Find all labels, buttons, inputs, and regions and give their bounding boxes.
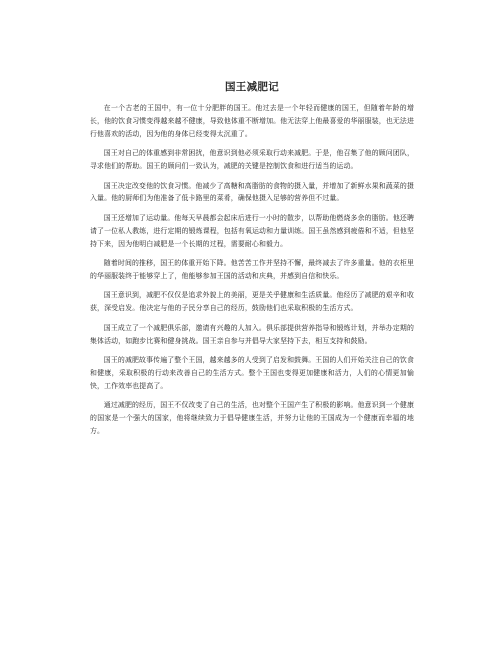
paragraph-6: 国王意识到，减肥不仅仅是追求外貌上的美丽，更是关乎健康和生活质量。他经历了减肥的艰辛和收获，深受启发。他决定与他的子民分享自己的经历，鼓励他们也采取积极的生活方式。 [90,291,414,313]
paragraph-1: 在一个古老的王国中，有一位十分肥胖的国王。他过去是一个年轻而健康的国王，但随着年龄的增长，他的饮食习惯变得越来越不健康，导致他体重不断增加。他无法穿上他最喜爱的华丽服装，也无法进行他喜欢的活动，因为他的身体已经变得太沉重了。 [90,104,414,138]
paragraph-9: 通过减肥的经历，国王不仅改变了自己的生活，也对整个王国产生了积极的影响。他意识到一个健康的国家是一个强大的国家，他将继续致力于倡导健康生活，并努力让他的王国成为一个健康而幸福的地方。 [90,401,414,436]
paragraph-8: 国王的减肥故事传遍了整个王国，越来越多的人受到了启发和鼓舞。王国的人们开始关注自己的饮食和健康，采取积极的行动来改善自己的生活方式。整个王国也变得更加健康和活力，人们的心情更加愉快，工作效率也提高了。 [90,356,414,390]
paragraph-2: 国王对自己的体重感到非常困扰，他意识到他必须采取行动来减肥。于是，他召集了他的顾问团队，寻求他们的帮助。国王的顾问们一致认为，减肥的关键是控制饮食和进行适当的运动。 [90,149,414,171]
paragraph-5: 随着时间的推移，国王的体重开始下降。他苦苦工作并坚持不懈，最终减去了许多重量。他的衣柜里的华丽服装终于能够穿上了，他能够参加王国的活动和庆典，并感到自信和快乐。 [90,259,414,280]
paragraph-3: 国王决定改变他的饮食习惯。他减少了高糖和高脂肪的食物的摄入量，并增加了新鲜水果和蔬菜的摄入量。他的厨师们为他准备了低卡路里的菜肴，确保他摄入足够的营养但不过量。 [90,181,414,203]
document-title: 国王减肥记 [225,81,279,93]
paragraph-7: 国王成立了一个减肥俱乐部，邀请有兴趣的人加入。俱乐部提供营养指导和锻炼计划，并举办定期的集体活动，如跑步比赛和健身挑战。国王亲自参与并倡导大家坚持下去，相互支持和鼓励。 [90,323,414,345]
paragraph-4: 国王还增加了运动量。他每天早晨都会起床后进行一小时的散步，以帮助他燃烧多余的脂肪。他还聘请了一位私人教练，进行定期的锻炼课程，包括有氧运动和力量训练。国王虽然感到疲倦和不适，但他坚持下来，因为他明白减肥是一个长期的过程，需要耐心和毅力。 [90,213,414,248]
